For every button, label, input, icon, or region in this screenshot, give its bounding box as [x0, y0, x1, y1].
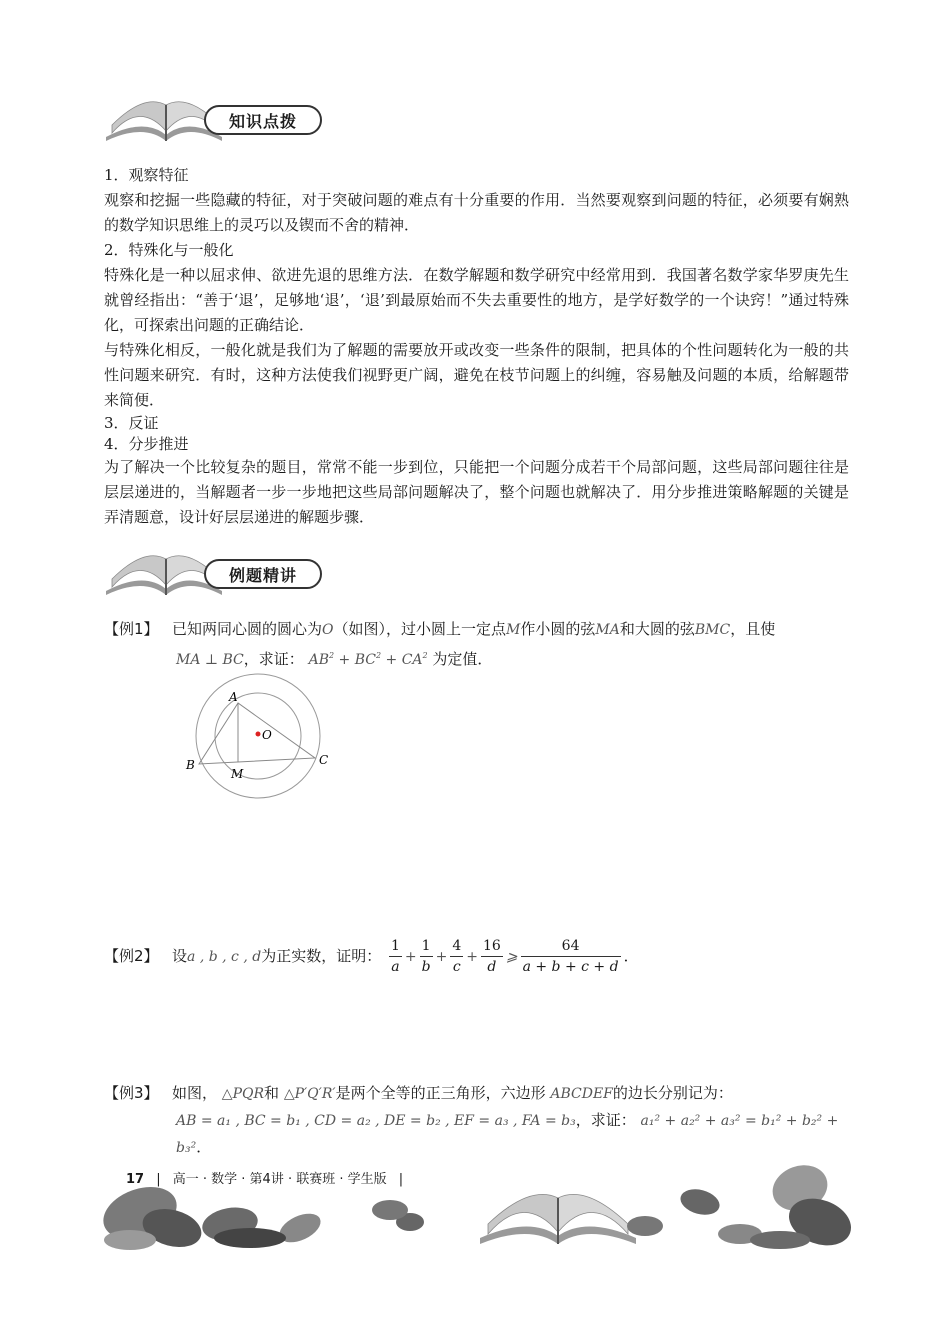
ex-text: 作小圆的弦 — [520, 620, 596, 638]
ex-text: ． — [196, 1138, 212, 1156]
concentric-circles-figure — [180, 670, 350, 805]
leaf-icon — [750, 1231, 810, 1249]
example-1 — [104, 616, 849, 673]
section-banner-examples — [104, 551, 326, 597]
section-title: 知识点拨 — [204, 105, 322, 135]
item-3 — [104, 413, 849, 434]
section-banner-knowledge — [104, 97, 326, 143]
fraction: $\frac{1}{a}$ — [390, 938, 400, 975]
item-paragraph: 观察和挖掘一些隐藏的特征，对于突破问题的难点有十分重要的作用．当然要观察到问题的特征，必须要有娴熟的数学知识思维上的灵巧以及锲而不舍的精神． — [104, 191, 849, 234]
math-expr: AB = a₁ , BC = b₁ , CD = a₂ , DE = b₂ , EF = a₃ , FA = b₃ — [176, 1113, 576, 1129]
ex-text: 的边长分别记为： — [612, 1084, 733, 1102]
footer-decoration — [100, 1158, 852, 1250]
leaf-icon — [104, 1230, 156, 1250]
example-tag: 【例3】 — [104, 1084, 159, 1102]
math-expr: △PQR — [221, 1086, 265, 1102]
footer-sep: | — [398, 1172, 404, 1187]
section-title: 例题精讲 — [204, 559, 322, 589]
math-var: MA — [595, 622, 620, 638]
item-2 — [104, 238, 849, 413]
math-expr: + BC — [334, 652, 376, 668]
ex-text: （如图），过小圆上一定点 — [333, 620, 507, 638]
item-heading: 3．反证 — [104, 414, 159, 432]
item-paragraph: 与特殊化相反，一般化就是我们为了解题的需要放开或改变一些条件的限制，把具体的个性问题转化为一般的共性问题来研究．有时，这种方法使我们视野更广阔，避免在枝节问题上的纠缠，容易触及问题的本质，给解题带来简便． — [104, 341, 849, 409]
ex-text: 设 — [172, 947, 188, 965]
knowledge-points — [104, 163, 849, 530]
footer-sep: | — [156, 1172, 161, 1187]
math-expr: + CA — [381, 652, 423, 668]
math-expr: AB — [308, 652, 329, 668]
footer-title: 高一 · 数学 · 第4讲 · 联赛班 · 学生版 — [172, 1172, 387, 1187]
fraction: $\frac{1}{b}$ — [421, 938, 431, 975]
item-heading: 2．特殊化与一般化 — [104, 241, 234, 259]
ex-text: 如图， — [172, 1084, 218, 1102]
ex-text: 是两个全等的正三角形，六边形 — [335, 1084, 546, 1102]
ex-text: ，求证： — [575, 1111, 636, 1129]
math-op: + — [435, 949, 448, 965]
math-op: ⩾ — [505, 949, 518, 965]
example-tag: 【例1】 — [104, 620, 159, 638]
item-heading: 1．观察特征 — [104, 166, 189, 184]
math-exp: 2 — [375, 651, 382, 660]
math-expr: ABCDEF — [550, 1086, 613, 1102]
leaf-icon — [214, 1228, 286, 1248]
item-heading: 4．分步推进 — [104, 435, 189, 453]
ex-text: ，且使 — [730, 620, 776, 638]
item-4 — [104, 434, 849, 530]
math-var: O — [322, 622, 334, 638]
leaf-icon — [678, 1185, 723, 1219]
math-exp: 2 — [422, 651, 428, 660]
ex-text: 和大圆的弦 — [619, 620, 695, 638]
math-exp: 2 — [328, 651, 335, 660]
math-var: BMC — [694, 622, 731, 638]
page-number: 17 — [126, 1172, 145, 1187]
fraction: $\frac{64}{a + b + c + d}$ — [522, 938, 619, 975]
ex-text: ，求证： — [243, 650, 304, 668]
item-1 — [104, 163, 849, 238]
ex-text: 为正实数，证明： — [261, 947, 382, 965]
math-vars: a , b , c , d — [187, 949, 262, 965]
example-2 — [104, 936, 849, 977]
label-c: C — [319, 753, 329, 767]
item-paragraph: 特殊化是一种以屈求伸、欲进先退的思维方法．在数学解题和数学研究中经常用到．我国著名数学家华罗庚先生就曾经指出：“善于‘退’，足够地‘退’，‘退’到最原始而不失去重要性的地方，是学好数学的一个诀窍！”通过特殊化，可探索出问题的正确结论． — [104, 266, 849, 334]
example-3 — [104, 1080, 849, 1161]
item-paragraph: 为了解决一个比较复杂的题目，常常不能一步到位，只能把一个问题分成若干个局部问题，这些局部问题往往是层层递进的，当解题者一步一步地把这些局部问题解决了，整个问题也就解决了．用分步推进策略解题的关键是弄清题意，设计好层层递进的解题步骤． — [104, 458, 849, 526]
ex-text: ． — [623, 947, 639, 965]
math-op: + — [404, 949, 417, 965]
ex-text: 和 — [264, 1084, 280, 1102]
label-o: O — [262, 728, 272, 742]
ex-text: 为定值． — [432, 650, 493, 668]
math-expr: △P′Q′R′ — [283, 1086, 336, 1102]
leaf-icon — [627, 1216, 663, 1236]
example-tag: 【例2】 — [104, 947, 159, 965]
math-expr: a₁² + a₂² + a₃² = b₁² + b₂² + b₃² — [176, 1113, 839, 1156]
math-op: + — [466, 949, 478, 965]
fraction: $\frac{16}{d}$ — [483, 938, 501, 975]
leaf-icon — [372, 1200, 408, 1220]
fraction: $\frac{4}{c}$ — [452, 938, 462, 975]
math-var: M — [506, 622, 521, 638]
ex-text: 已知两同心圆的圆心为 — [172, 620, 323, 638]
label-b: B — [186, 758, 195, 772]
label-m: M — [231, 767, 244, 781]
open-book-icon — [480, 1194, 636, 1244]
label-a: A — [229, 690, 238, 704]
math-expr: MA ⊥ BC — [176, 652, 244, 668]
